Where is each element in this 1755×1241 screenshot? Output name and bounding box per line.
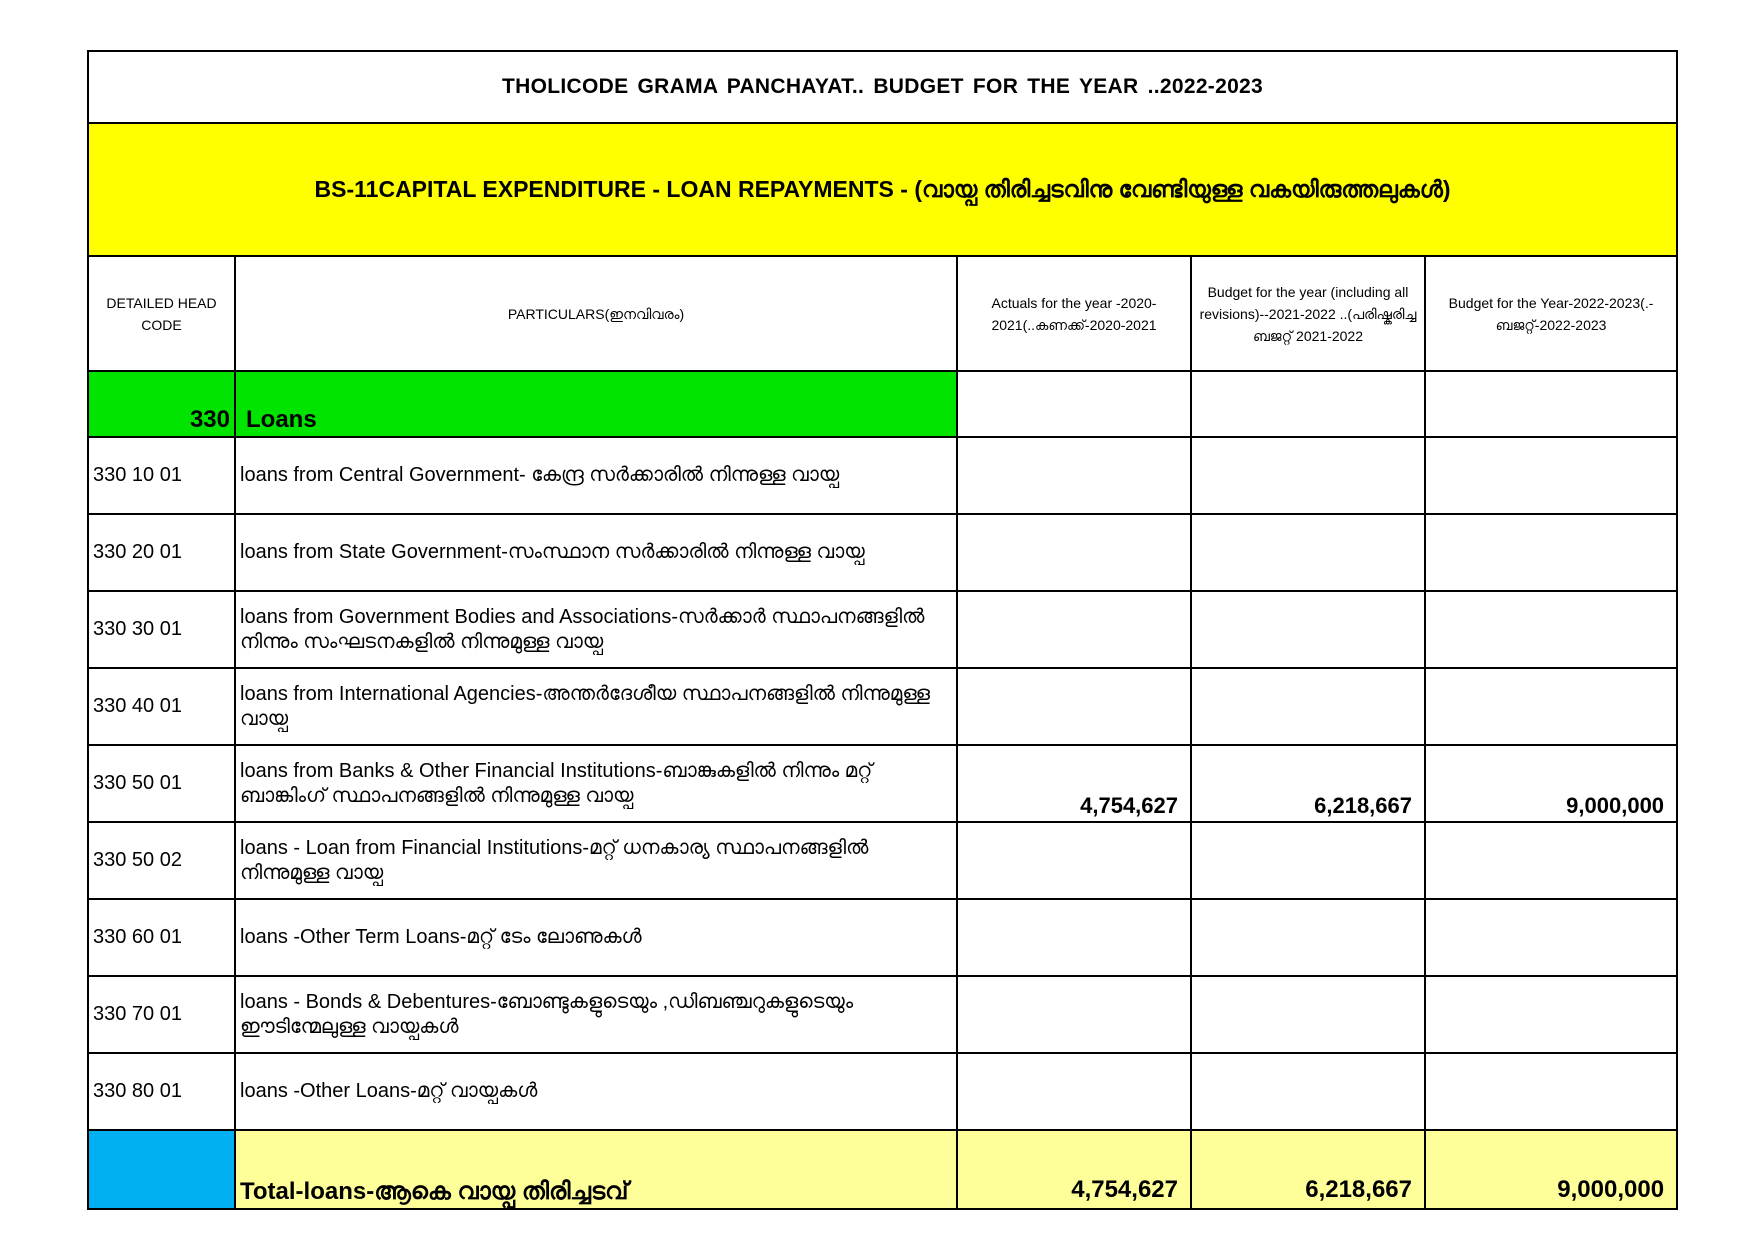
row-code: 330 50 02 <box>88 822 235 899</box>
row-budget-prev <box>1191 437 1425 514</box>
column-header-code: DETAILED HEAD CODE <box>88 256 235 371</box>
row-budget-curr <box>1425 514 1677 591</box>
row-actuals <box>957 514 1191 591</box>
row-budget-curr <box>1425 591 1677 668</box>
row-budget-curr <box>1425 1053 1677 1130</box>
row-budget-curr <box>1425 822 1677 899</box>
row-code: 330 20 01 <box>88 514 235 591</box>
row-particulars: loans -Other Term Loans-മറ്റ് ടേം ലോണുകൾ <box>235 899 957 976</box>
section-title: BS-11CAPITAL EXPENDITURE - LOAN REPAYMENTS - (വായ്പ തിരിച്ചടവിനു വേണ്ടിയുള്ള വകയിരുത്തലുകൾ) <box>88 123 1677 256</box>
row-actuals <box>957 1053 1191 1130</box>
row-budget-prev <box>1191 899 1425 976</box>
row-budget-prev <box>1191 514 1425 591</box>
column-header-budget-curr: Budget for the Year-2022-2023(.-ബജറ്റ്-2022-2023 <box>1425 256 1677 371</box>
row-budget-prev <box>1191 822 1425 899</box>
row-particulars: loans from International Agencies-അന്തർദേശീയ സ്ഥാപനങ്ങളിൽ നിന്നുമുള്ള വായ്പ <box>235 668 957 745</box>
total-budget-curr: 9,000,000 <box>1425 1130 1677 1209</box>
group-budget-curr-cell <box>1425 371 1677 437</box>
row-actuals: 4,754,627 <box>957 745 1191 822</box>
page-title: THOLICODE GRAMA PANCHAYAT.. BUDGET FOR THE YEAR ..2022-2023 <box>88 51 1677 123</box>
table-row <box>88 745 1677 822</box>
row-code: 330 70 01 <box>88 976 235 1053</box>
row-particulars: loans from Banks & Other Financial Institutions-ബാങ്കുകളിൽ നിന്നും മറ്റ് ബാങ്കിംഗ് സ്ഥാപനങ്ങളിൽ നിന്നുമുള്ള വായ്പ <box>235 745 957 822</box>
column-header-particulars: PARTICULARS(ഇനവിവരം) <box>235 256 957 371</box>
group-code: 330 <box>88 371 235 437</box>
total-code-cell <box>88 1130 235 1209</box>
row-actuals <box>957 976 1191 1053</box>
row-particulars: loans from State Government-സംസ്ഥാന സർക്കാരിൽ നിന്നുള്ള വായ്പ <box>235 514 957 591</box>
row-particulars: loans from Central Government- കേന്ദ്ര സർക്കാരിൽ നിന്നുള്ള വായ്പ <box>235 437 957 514</box>
group-row <box>88 371 1677 437</box>
group-actuals-cell <box>957 371 1191 437</box>
row-budget-prev <box>1191 976 1425 1053</box>
row-budget-curr <box>1425 899 1677 976</box>
table-row <box>88 1053 1677 1130</box>
row-particulars: loans from Government Bodies and Associations-സർക്കാർ സ്ഥാപനങ്ങളിൽ നിന്നും സംഘടനകളിൽ നിന്നുമുള്ള വായ്പ <box>235 591 957 668</box>
group-name: Loans <box>235 371 957 437</box>
row-actuals <box>957 591 1191 668</box>
row-budget-curr <box>1425 668 1677 745</box>
total-row <box>88 1130 1677 1209</box>
table-row <box>88 591 1677 668</box>
table-row <box>88 822 1677 899</box>
row-budget-curr <box>1425 437 1677 514</box>
table-row <box>88 899 1677 976</box>
row-budget-prev <box>1191 668 1425 745</box>
row-particulars: loans - Loan from Financial Institutions-മറ്റ് ധനകാര്യ സ്ഥാപനങ്ങളിൽ നിന്നുമുള്ള വായ്പ <box>235 822 957 899</box>
row-code: 330 80 01 <box>88 1053 235 1130</box>
row-budget-prev <box>1191 1053 1425 1130</box>
total-label: Total-loans-ആകെ വായ്പ തിരിച്ചടവ് <box>235 1130 957 1209</box>
table-header <box>88 256 1677 371</box>
total-actuals: 4,754,627 <box>957 1130 1191 1209</box>
table-row <box>88 437 1677 514</box>
table-row <box>88 514 1677 591</box>
column-header-budget-prev: Budget for the year (including all revisions)--2021-2022 ..(പരിഷ്കരിച്ച ബജറ്റ് 2021-2022 <box>1191 256 1425 371</box>
row-actuals <box>957 668 1191 745</box>
row-actuals <box>957 899 1191 976</box>
row-budget-prev: 6,218,667 <box>1191 745 1425 822</box>
row-particulars: loans - Bonds & Debentures-ബോണ്ടുകളുടെയും ,ഡിബഞ്ചറുകളുടെയും ഈടിന്മേലുള്ള വായ്പകൾ <box>235 976 957 1053</box>
total-budget-prev: 6,218,667 <box>1191 1130 1425 1209</box>
row-actuals <box>957 437 1191 514</box>
row-particulars: loans -Other Loans-മറ്റ് വായ്പകൾ <box>235 1053 957 1130</box>
table-row <box>88 976 1677 1053</box>
row-code: 330 30 01 <box>88 591 235 668</box>
budget-table <box>87 50 1678 1210</box>
row-budget-curr: 9,000,000 <box>1425 745 1677 822</box>
group-budget-prev-cell <box>1191 371 1425 437</box>
row-budget-prev <box>1191 591 1425 668</box>
column-header-actuals: Actuals for the year -2020-2021(..കണക്ക്-2020-2021 <box>957 256 1191 371</box>
row-code: 330 10 01 <box>88 437 235 514</box>
row-code: 330 60 01 <box>88 899 235 976</box>
row-code: 330 40 01 <box>88 668 235 745</box>
row-budget-curr <box>1425 976 1677 1053</box>
table-row <box>88 668 1677 745</box>
row-actuals <box>957 822 1191 899</box>
row-code: 330 50 01 <box>88 745 235 822</box>
